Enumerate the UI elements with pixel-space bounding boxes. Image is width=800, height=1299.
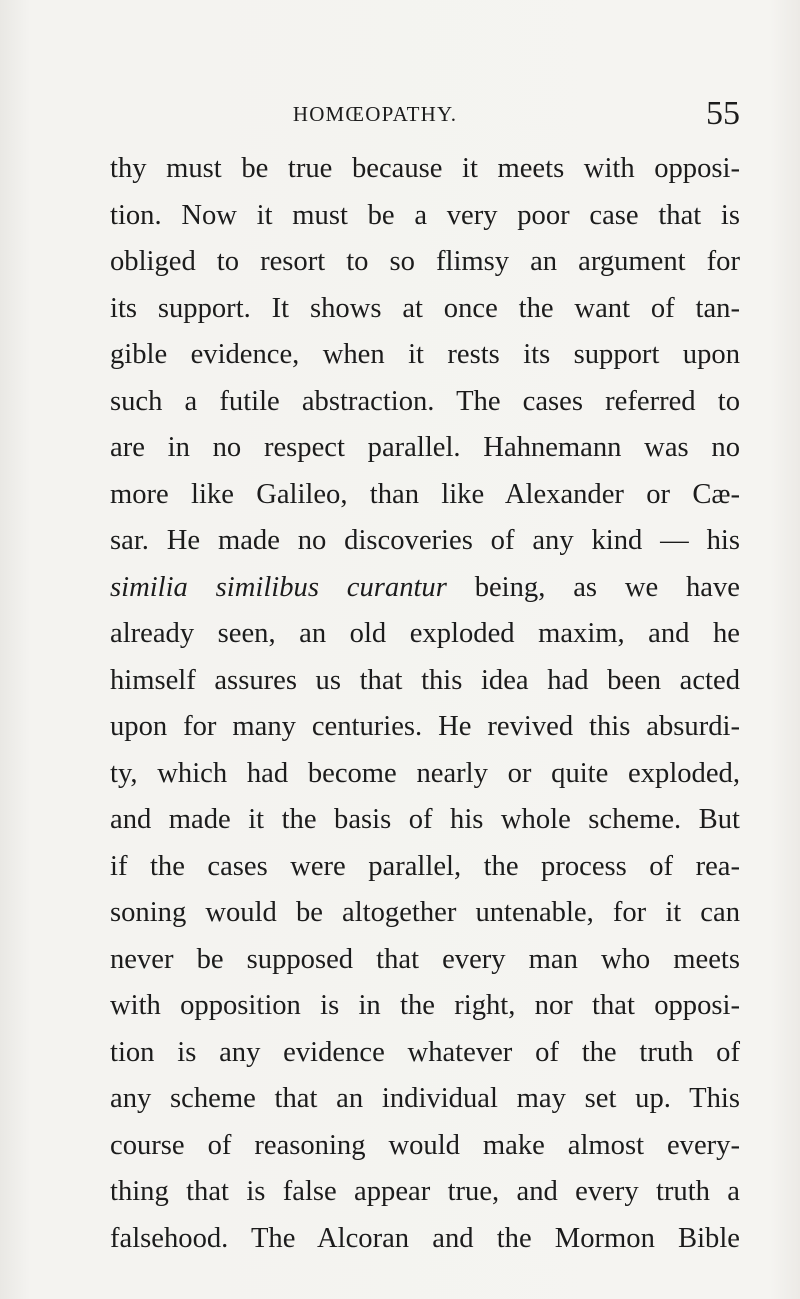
text-line-12: himself assures us that this idea had been acted <box>110 664 740 696</box>
text-line-7: are in no respect parallel. Hahnemann was no <box>110 432 740 463</box>
text-line-20: tion is any evidence whatever of the truth of <box>110 1036 740 1068</box>
text-line-6: such a futile abstraction. The cases referred to <box>110 385 740 417</box>
text-line-3: obliged to resort to so flimsy an argument for <box>110 246 740 277</box>
text-line-9: sar. He made no discoveries of any kind — his <box>110 525 740 556</box>
latin-maxim: similia similibus curantur <box>110 571 447 603</box>
text-line-1: thy must be true because it meets with opposi- <box>110 153 740 184</box>
text-line-10-rest: being, as we have <box>474 571 740 603</box>
text-line-13: upon for many centuries. He revived this absurdi- <box>110 711 740 742</box>
text-line-14: ty, which had become nearly or quite exploded, <box>110 757 740 789</box>
text-line-10 <box>110 565 740 612</box>
page-number: 55 <box>706 95 740 132</box>
text-line-11: already seen, an old exploded maxim, and he <box>110 618 740 649</box>
text-line-15: and made it the basis of his whole scheme. But <box>110 804 740 835</box>
text-line-22: course of reasoning would make almost every- <box>110 1129 740 1161</box>
text-line-19: with opposition is in the right, nor that opposi- <box>110 990 740 1021</box>
page-header <box>110 94 740 134</box>
text-line-4: its support. It shows at once the want of tan- <box>110 292 740 324</box>
text-line-5: gible evidence, when it rests its support upon <box>110 339 740 370</box>
text-line-18: never be supposed that every man who meets <box>110 943 740 975</box>
text-line-17: soning would be altogether untenable, for it can <box>110 897 740 928</box>
text-line-16: if the cases were parallel, the process of rea- <box>110 850 740 882</box>
text-line-2: tion. Now it must be a very poor case that is <box>110 199 740 231</box>
body-text <box>110 146 740 1262</box>
text-line-8: more like Galileo, than like Alexander or Cæ- <box>110 478 740 510</box>
text-line-24: falsehood. The Alcoran and the Mormon Bible <box>110 1222 740 1254</box>
text-line-21: any scheme that an individual may set up. This <box>110 1083 740 1114</box>
text-line-23: thing that is false appear true, and every truth a <box>110 1176 740 1207</box>
running-title: HOMŒOPATHY. <box>292 102 458 126</box>
